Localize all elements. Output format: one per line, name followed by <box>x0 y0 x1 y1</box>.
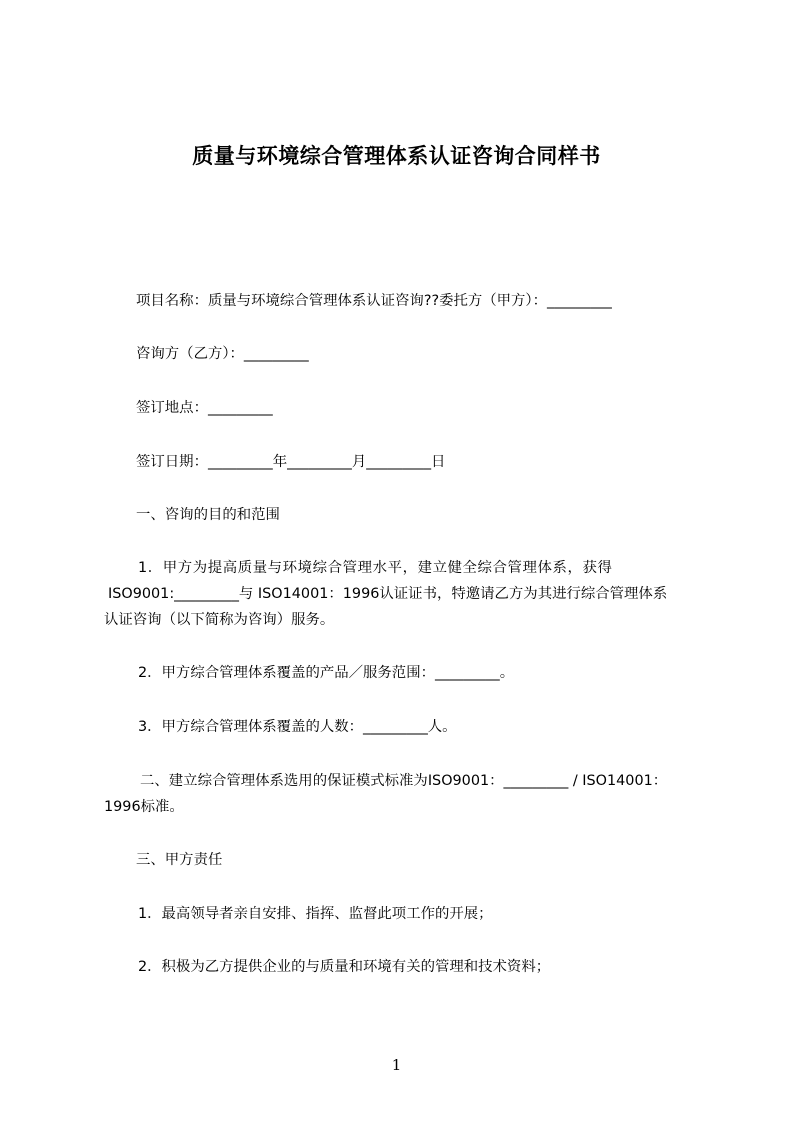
section-3-item-2: 2．积极为乙方提供企业的与质量和环境有关的管理和技术资料； <box>138 959 551 975</box>
project-name-line: 项目名称：质量与环境综合管理体系认证咨询??委托方（甲方）：_________ <box>136 293 612 309</box>
document-title: 质量与环境综合管理体系认证咨询合同样书 <box>192 144 601 168</box>
section-2-line-2: 1996标准。 <box>104 799 184 815</box>
section-1-item-1-line-2: ISO9001:_________与 ISO14001：1996认证证书，特邀请乙方为其进行综合管理体系 <box>108 586 668 602</box>
section-1-heading: 一、咨询的目的和范围 <box>136 507 280 523</box>
page-number: 1 <box>391 1056 402 1074</box>
section-3-heading: 三、甲方责任 <box>136 852 223 868</box>
section-1-item-2: 2．甲方综合管理体系覆盖的产品／服务范围：_________。 <box>138 665 515 681</box>
section-3-item-1: 1．最高领导者亲自安排、指挥、监督此项工作的开展； <box>138 906 493 922</box>
section-1-item-3: 3．甲方综合管理体系覆盖的人数：_________人。 <box>138 719 457 735</box>
section-1-item-1-line-1: 1．甲方为提高质量与环境综合管理水平，建立健全综合管理体系，获得 <box>138 560 613 576</box>
sign-place-line: 签订地点：_________ <box>136 400 273 416</box>
section-1-item-1-line-3: 认证咨询（以下简称为咨询）服务。 <box>104 612 335 628</box>
section-2-line-1: 二、建立综合管理体系选用的保证模式标准为ISO9001：_________ / ISO14001： <box>140 773 668 789</box>
consultant-line: 咨询方（乙方）：_________ <box>136 346 309 362</box>
sign-date-line: 签订日期：_________年_________月_________日 <box>136 454 446 470</box>
